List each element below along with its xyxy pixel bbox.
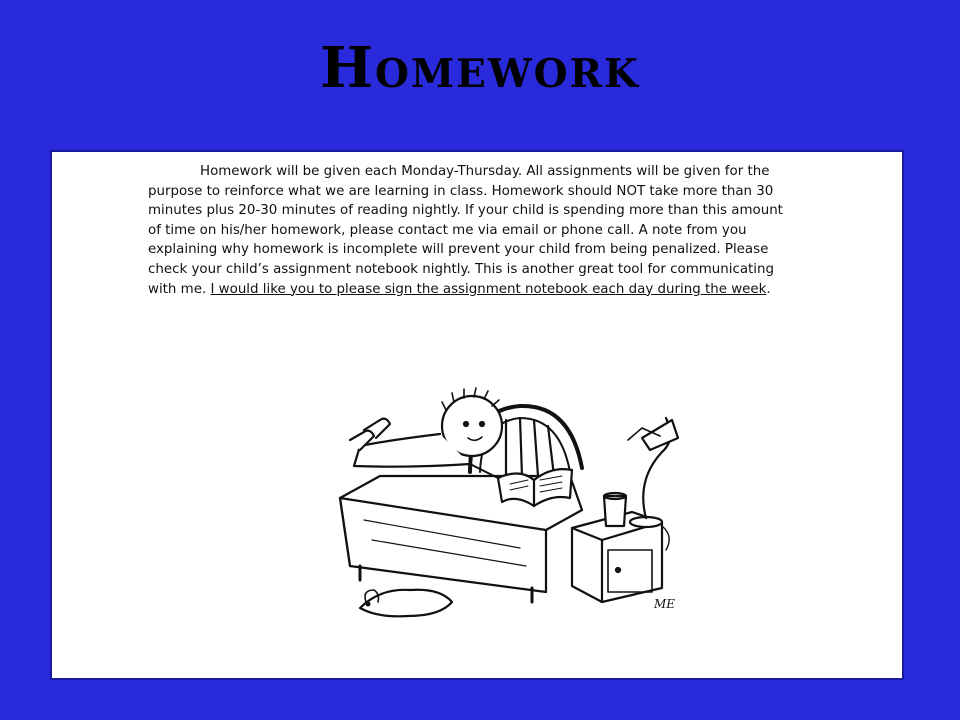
notice-intro-text: Homework will be given each Monday-Thursday. All assignments will be given for the purpose to reinforce what we are learning in class. Homework should NOT take more than 30 minutes plus 20-30 minutes of reading nightly. If your child is spending more than this amount of time on his/her homework, please contact me via email or phone call. A note from you explaining why homework is incomplete will prevent your child from being penalized. Please check your child’s assignment notebook nightly. This is another great tool for communicating with me. bbox=[148, 164, 783, 297]
child-reading-in-bed-illustration bbox=[320, 380, 696, 630]
signature-request-text: I would like you to please sign the assignment notebook each day during the week bbox=[210, 281, 767, 297]
sleeping-dog bbox=[360, 590, 452, 617]
notice-end-punct: . bbox=[766, 281, 771, 297]
page-title: Homework bbox=[320, 35, 640, 101]
child-figure bbox=[350, 388, 502, 480]
homework-notice bbox=[148, 162, 798, 299]
artist-mark: ME bbox=[654, 597, 676, 611]
content-panel bbox=[50, 150, 904, 680]
notice-paragraph bbox=[148, 162, 798, 299]
drinking-glass bbox=[604, 493, 626, 526]
